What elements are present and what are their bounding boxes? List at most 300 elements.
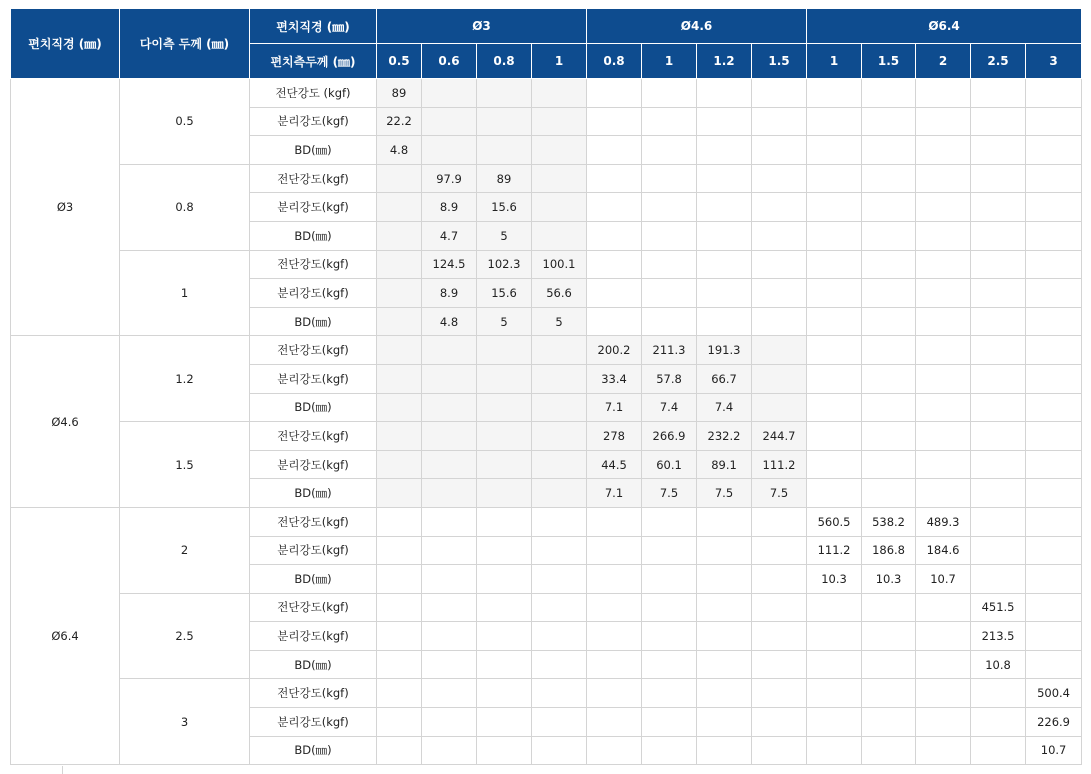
- header-thickness: 1.2: [697, 44, 752, 79]
- value-cell: [1026, 107, 1082, 136]
- value-cell: [422, 450, 477, 479]
- value-cell: [752, 336, 807, 365]
- value-cell: [642, 279, 697, 308]
- value-cell: [1026, 136, 1082, 165]
- punch-diameter-cell: Ø3: [11, 79, 120, 336]
- metric-label-cell: BD(㎜): [250, 736, 377, 765]
- value-cell: [916, 422, 971, 451]
- value-cell: [642, 593, 697, 622]
- value-cell: [807, 164, 862, 193]
- value-cell: [971, 164, 1026, 193]
- value-cell: [532, 193, 587, 222]
- value-cell: [916, 393, 971, 422]
- value-cell: [642, 79, 697, 108]
- value-cell: [642, 250, 697, 279]
- value-cell: [642, 650, 697, 679]
- value-cell: 10.8: [971, 650, 1026, 679]
- value-cell: [377, 364, 422, 393]
- value-cell: [1026, 193, 1082, 222]
- value-cell: 22.2: [377, 107, 422, 136]
- value-cell: [477, 364, 532, 393]
- value-cell: [422, 79, 477, 108]
- value-cell: [642, 221, 697, 250]
- value-cell: [477, 593, 532, 622]
- value-cell: [807, 107, 862, 136]
- metric-label-cell: 전단강도 (kgf): [250, 79, 377, 108]
- value-cell: [862, 679, 916, 708]
- value-cell: [807, 364, 862, 393]
- value-cell: [971, 221, 1026, 250]
- value-cell: [862, 736, 916, 765]
- value-cell: [862, 450, 916, 479]
- value-cell: 57.8: [642, 364, 697, 393]
- value-cell: [916, 593, 971, 622]
- value-cell: 7.1: [587, 479, 642, 508]
- value-cell: [587, 221, 642, 250]
- value-cell: [377, 708, 422, 737]
- value-cell: 89: [477, 164, 532, 193]
- value-cell: [916, 307, 971, 336]
- value-cell: [422, 679, 477, 708]
- value-cell: [971, 708, 1026, 737]
- value-cell: [752, 250, 807, 279]
- value-cell: [807, 593, 862, 622]
- value-cell: [422, 507, 477, 536]
- metric-label-cell: BD(㎜): [250, 221, 377, 250]
- value-cell: [377, 622, 422, 651]
- header-thickness: 1.5: [862, 44, 916, 79]
- value-cell: [1026, 164, 1082, 193]
- value-cell: [862, 650, 916, 679]
- value-cell: [971, 450, 1026, 479]
- value-cell: 7.5: [697, 479, 752, 508]
- value-cell: [477, 450, 532, 479]
- metric-label-cell: 전단강도(kgf): [250, 593, 377, 622]
- value-cell: 7.5: [642, 479, 697, 508]
- table-row: [11, 336, 1082, 365]
- value-cell: [587, 565, 642, 594]
- value-cell: 102.3: [477, 250, 532, 279]
- value-cell: [377, 450, 422, 479]
- value-cell: [752, 593, 807, 622]
- value-cell: [916, 250, 971, 279]
- value-cell: [916, 679, 971, 708]
- value-cell: [807, 393, 862, 422]
- value-cell: [532, 450, 587, 479]
- value-cell: [587, 650, 642, 679]
- value-cell: [587, 593, 642, 622]
- header-punch-diameter: 편치직경 (㎜): [11, 9, 120, 79]
- value-cell: [971, 136, 1026, 165]
- die-thickness-cell: 1.2: [120, 336, 250, 422]
- value-cell: 7.1: [587, 393, 642, 422]
- value-cell: [422, 593, 477, 622]
- value-cell: [377, 164, 422, 193]
- value-cell: [697, 307, 752, 336]
- value-cell: [532, 164, 587, 193]
- value-cell: [697, 221, 752, 250]
- value-cell: [532, 622, 587, 651]
- value-cell: [916, 79, 971, 108]
- value-cell: [807, 479, 862, 508]
- value-cell: [807, 679, 862, 708]
- value-cell: [422, 136, 477, 165]
- value-cell: [377, 250, 422, 279]
- value-cell: [862, 622, 916, 651]
- header-thickness: 1.5: [752, 44, 807, 79]
- value-cell: [807, 650, 862, 679]
- value-cell: [377, 507, 422, 536]
- value-cell: [807, 622, 862, 651]
- value-cell: [477, 507, 532, 536]
- header-thickness: 1: [807, 44, 862, 79]
- value-cell: [752, 364, 807, 393]
- die-thickness-cell: 2.5: [120, 593, 250, 679]
- value-cell: [642, 164, 697, 193]
- value-cell: [752, 79, 807, 108]
- value-cell: 15.6: [477, 279, 532, 308]
- value-cell: 184.6: [916, 536, 971, 565]
- value-cell: [377, 736, 422, 765]
- value-cell: [862, 250, 916, 279]
- value-cell: [532, 422, 587, 451]
- value-cell: [971, 536, 1026, 565]
- value-cell: [377, 593, 422, 622]
- value-cell: [422, 336, 477, 365]
- value-cell: [532, 736, 587, 765]
- value-cell: [916, 193, 971, 222]
- table-header: [11, 9, 1082, 79]
- value-cell: [377, 221, 422, 250]
- value-cell: 266.9: [642, 422, 697, 451]
- metric-label-cell: 분리강도(kgf): [250, 536, 377, 565]
- table-row: [11, 250, 1082, 279]
- value-cell: [916, 136, 971, 165]
- header-thickness: 0.6: [422, 44, 477, 79]
- value-cell: 4.8: [377, 136, 422, 165]
- punch-strength-table: [10, 8, 1082, 765]
- value-cell: [477, 679, 532, 708]
- value-cell: [422, 622, 477, 651]
- value-cell: [587, 193, 642, 222]
- value-cell: 186.8: [862, 536, 916, 565]
- metric-label-cell: BD(㎜): [250, 650, 377, 679]
- value-cell: [377, 565, 422, 594]
- value-cell: [532, 565, 587, 594]
- value-cell: [807, 450, 862, 479]
- value-cell: 56.6: [532, 279, 587, 308]
- value-cell: [642, 622, 697, 651]
- value-cell: [971, 565, 1026, 594]
- value-cell: [532, 593, 587, 622]
- value-cell: 232.2: [697, 422, 752, 451]
- value-cell: [862, 422, 916, 451]
- value-cell: [697, 736, 752, 765]
- value-cell: [752, 164, 807, 193]
- value-cell: [532, 650, 587, 679]
- metric-label-cell: 전단강도(kgf): [250, 164, 377, 193]
- value-cell: [752, 136, 807, 165]
- table-row: [11, 507, 1082, 536]
- value-cell: [971, 507, 1026, 536]
- value-cell: [477, 422, 532, 451]
- value-cell: [422, 107, 477, 136]
- value-cell: 60.1: [642, 450, 697, 479]
- value-cell: 111.2: [807, 536, 862, 565]
- value-cell: [587, 107, 642, 136]
- metric-label-cell: 분리강도(kgf): [250, 364, 377, 393]
- value-cell: [971, 279, 1026, 308]
- value-cell: [532, 536, 587, 565]
- punch-diameter-cell: Ø4.6: [11, 336, 120, 508]
- value-cell: [752, 650, 807, 679]
- value-cell: [532, 136, 587, 165]
- value-cell: [752, 507, 807, 536]
- value-cell: [532, 364, 587, 393]
- value-cell: [422, 422, 477, 451]
- value-cell: [862, 193, 916, 222]
- value-cell: [532, 107, 587, 136]
- header-group-d3: Ø3: [377, 9, 587, 44]
- value-cell: [807, 193, 862, 222]
- value-cell: [971, 364, 1026, 393]
- value-cell: [807, 79, 862, 108]
- value-cell: [1026, 79, 1082, 108]
- value-cell: [807, 336, 862, 365]
- value-cell: [532, 393, 587, 422]
- value-cell: [971, 107, 1026, 136]
- value-cell: [697, 507, 752, 536]
- header-thickness: 1: [642, 44, 697, 79]
- value-cell: [377, 336, 422, 365]
- value-cell: [971, 307, 1026, 336]
- value-cell: [642, 736, 697, 765]
- value-cell: [916, 164, 971, 193]
- value-cell: 66.7: [697, 364, 752, 393]
- value-cell: 244.7: [752, 422, 807, 451]
- die-thickness-cell: 0.8: [120, 164, 250, 250]
- value-cell: [752, 107, 807, 136]
- value-cell: [807, 136, 862, 165]
- value-cell: [477, 393, 532, 422]
- value-cell: [752, 679, 807, 708]
- value-cell: [422, 708, 477, 737]
- value-cell: [587, 164, 642, 193]
- value-cell: [1026, 364, 1082, 393]
- value-cell: [752, 736, 807, 765]
- value-cell: [807, 307, 862, 336]
- table-body: [11, 79, 1082, 765]
- metric-label-cell: BD(㎜): [250, 565, 377, 594]
- metric-label-cell: 분리강도(kgf): [250, 279, 377, 308]
- value-cell: [532, 79, 587, 108]
- value-cell: [971, 193, 1026, 222]
- value-cell: [862, 593, 916, 622]
- value-cell: [697, 193, 752, 222]
- value-cell: [1026, 622, 1082, 651]
- value-cell: [971, 679, 1026, 708]
- value-cell: [477, 336, 532, 365]
- value-cell: 226.9: [1026, 708, 1082, 737]
- value-cell: 44.5: [587, 450, 642, 479]
- metric-label-cell: 전단강도(kgf): [250, 679, 377, 708]
- value-cell: [971, 336, 1026, 365]
- value-cell: 278: [587, 422, 642, 451]
- value-cell: [971, 250, 1026, 279]
- value-cell: [422, 479, 477, 508]
- value-cell: [752, 221, 807, 250]
- value-cell: [377, 679, 422, 708]
- value-cell: [916, 479, 971, 508]
- value-cell: [1026, 307, 1082, 336]
- value-cell: 4.8: [422, 307, 477, 336]
- value-cell: [532, 679, 587, 708]
- value-cell: [862, 279, 916, 308]
- value-cell: [642, 193, 697, 222]
- value-cell: [587, 307, 642, 336]
- metric-label-cell: 분리강도(kgf): [250, 107, 377, 136]
- header-group-d6-4: Ø6.4: [807, 9, 1082, 44]
- metric-label-cell: 전단강도(kgf): [250, 422, 377, 451]
- value-cell: [862, 164, 916, 193]
- header-punch-thickness: 편치측두께 (㎜): [250, 44, 377, 79]
- value-cell: 200.2: [587, 336, 642, 365]
- value-cell: [532, 507, 587, 536]
- value-cell: [377, 307, 422, 336]
- value-cell: [916, 279, 971, 308]
- value-cell: [587, 679, 642, 708]
- value-cell: 213.5: [971, 622, 1026, 651]
- header-thickness: 0.8: [587, 44, 642, 79]
- value-cell: 124.5: [422, 250, 477, 279]
- value-cell: [697, 250, 752, 279]
- value-cell: [422, 364, 477, 393]
- value-cell: [587, 536, 642, 565]
- die-thickness-cell: 1: [120, 250, 250, 336]
- value-cell: [587, 136, 642, 165]
- value-cell: 211.3: [642, 336, 697, 365]
- value-cell: [752, 622, 807, 651]
- die-thickness-cell: 0.5: [120, 79, 250, 165]
- value-cell: 5: [477, 307, 532, 336]
- value-cell: 10.7: [916, 565, 971, 594]
- metric-label-cell: 분리강도(kgf): [250, 193, 377, 222]
- value-cell: [532, 479, 587, 508]
- value-cell: [477, 650, 532, 679]
- value-cell: [916, 364, 971, 393]
- value-cell: 489.3: [916, 507, 971, 536]
- table-row: [11, 164, 1082, 193]
- value-cell: [697, 136, 752, 165]
- value-cell: [752, 279, 807, 308]
- header-row-1: [11, 9, 1082, 44]
- value-cell: 560.5: [807, 507, 862, 536]
- value-cell: [697, 565, 752, 594]
- die-thickness-cell: 1.5: [120, 422, 250, 508]
- value-cell: [916, 622, 971, 651]
- table-row: [11, 79, 1082, 108]
- value-cell: [697, 536, 752, 565]
- value-cell: [916, 736, 971, 765]
- value-cell: 4.7: [422, 221, 477, 250]
- value-cell: [807, 221, 862, 250]
- value-cell: [377, 650, 422, 679]
- value-cell: [697, 279, 752, 308]
- value-cell: [1026, 336, 1082, 365]
- metric-label-cell: 전단강도(kgf): [250, 250, 377, 279]
- value-cell: [862, 336, 916, 365]
- metric-label-cell: 분리강도(kgf): [250, 708, 377, 737]
- value-cell: [477, 736, 532, 765]
- header-thickness: 3: [1026, 44, 1082, 79]
- value-cell: [477, 136, 532, 165]
- value-cell: [377, 422, 422, 451]
- value-cell: [377, 393, 422, 422]
- value-cell: [862, 221, 916, 250]
- value-cell: [1026, 479, 1082, 508]
- value-cell: 7.4: [697, 393, 752, 422]
- spec-table-container: [10, 8, 1082, 765]
- value-cell: [862, 393, 916, 422]
- value-cell: [862, 79, 916, 108]
- value-cell: [916, 336, 971, 365]
- table-row: [11, 593, 1082, 622]
- value-cell: [862, 136, 916, 165]
- value-cell: [477, 536, 532, 565]
- value-cell: [752, 393, 807, 422]
- header-thickness: 2.5: [971, 44, 1026, 79]
- value-cell: [862, 479, 916, 508]
- value-cell: 451.5: [971, 593, 1026, 622]
- value-cell: [422, 393, 477, 422]
- value-cell: [916, 450, 971, 479]
- value-cell: [807, 736, 862, 765]
- die-thickness-cell: 2: [120, 507, 250, 593]
- value-cell: [422, 736, 477, 765]
- value-cell: [807, 250, 862, 279]
- value-cell: [916, 107, 971, 136]
- value-cell: [642, 136, 697, 165]
- value-cell: 100.1: [532, 250, 587, 279]
- value-cell: [422, 650, 477, 679]
- value-cell: [697, 164, 752, 193]
- value-cell: [642, 708, 697, 737]
- value-cell: [1026, 450, 1082, 479]
- value-cell: [377, 536, 422, 565]
- value-cell: [697, 593, 752, 622]
- value-cell: [697, 107, 752, 136]
- value-cell: 191.3: [697, 336, 752, 365]
- header-die-thickness: 다이측 두께 (㎜): [120, 9, 250, 79]
- value-cell: [697, 679, 752, 708]
- value-cell: 33.4: [587, 364, 642, 393]
- value-cell: 8.9: [422, 193, 477, 222]
- value-cell: [1026, 593, 1082, 622]
- metric-label-cell: 분리강도(kgf): [250, 450, 377, 479]
- header-thickness: 1: [532, 44, 587, 79]
- value-cell: [642, 507, 697, 536]
- value-cell: [642, 307, 697, 336]
- value-cell: [477, 565, 532, 594]
- value-cell: 7.5: [752, 479, 807, 508]
- header-thickness: 0.8: [477, 44, 532, 79]
- value-cell: [1026, 650, 1082, 679]
- metric-label-cell: 분리강도(kgf): [250, 622, 377, 651]
- value-cell: [477, 708, 532, 737]
- value-cell: [807, 279, 862, 308]
- header-thickness: 0.5: [377, 44, 422, 79]
- value-cell: [971, 79, 1026, 108]
